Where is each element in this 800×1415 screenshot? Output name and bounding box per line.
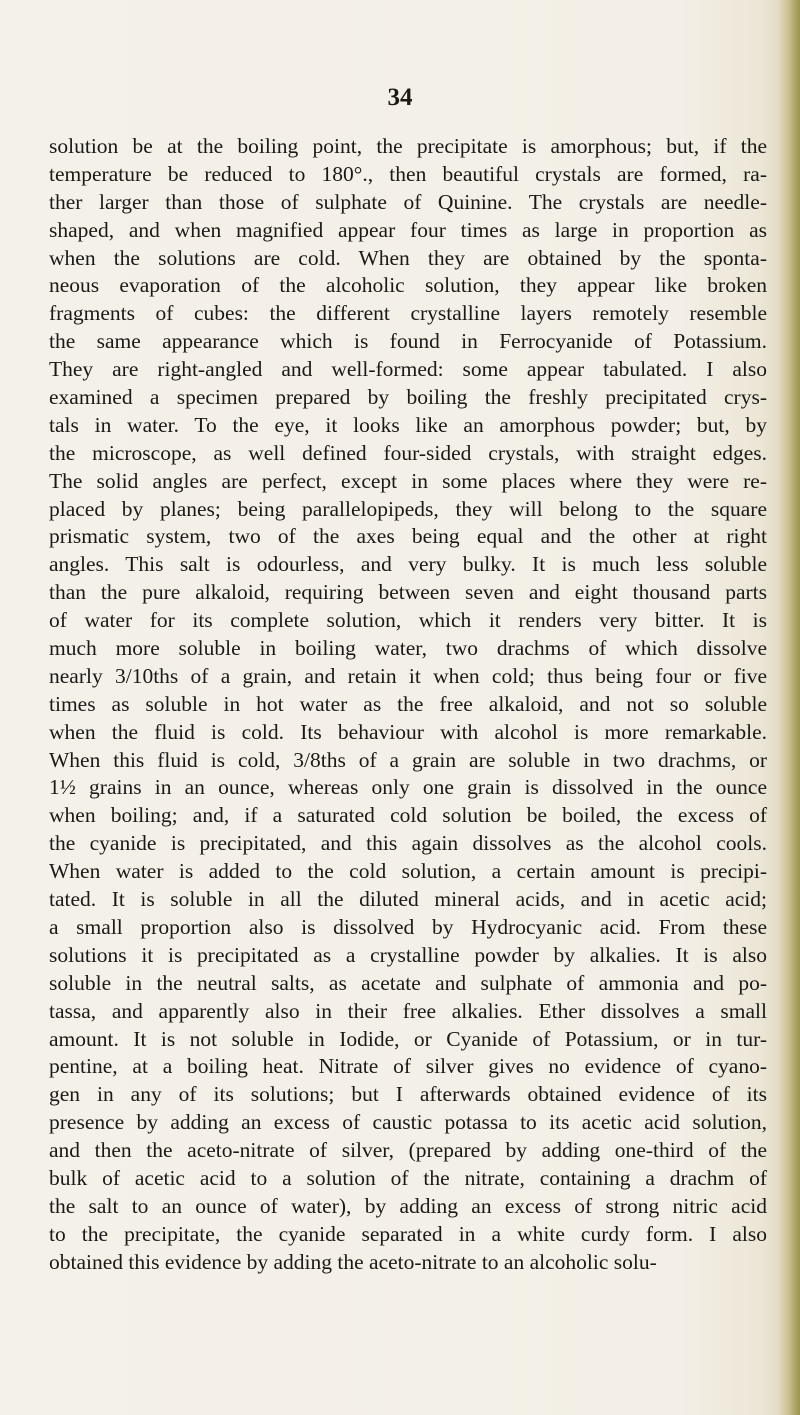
text-line: fragments of cubes: the different crystalline layers remotely resemble [49,301,767,326]
text-line: nearly 3/10ths of a grain, and retain it when cold; thus being four or five [49,663,767,688]
text-line: When this fluid is cold, 3/8ths of a grain are soluble in two drachms, or [49,747,767,772]
text-line: the same appearance which is found in Ferrocyanide of Potassium. [49,329,767,354]
page-edge [778,0,800,1415]
text-line: The solid angles are perfect, except in some places where they were re- [49,468,767,493]
text-line: They are right-angled and well-formed: some appear tabulated. I also [49,357,767,382]
text-line: tated. It is soluble in all the diluted mineral acids, and in acetic acid; [49,887,767,912]
text-line: to the precipitate, the cyanide separated in a white curdy form. I also [49,1221,767,1246]
text-line: tassa, and apparently also in their free alkalies. Ether dissolves a small [49,998,767,1023]
text-line: when the fluid is cold. Its behaviour with alcohol is more remarkable. [49,719,767,744]
text-line: the microscope, as well defined four-sided crystals, with straight edges. [49,440,767,465]
text-line: soluble in the neutral salts, as acetate and sulphate of ammonia and po- [49,970,767,995]
text-line: the cyanide is precipitated, and this again dissolves as the alcohol cools. [49,831,767,856]
text-line: prismatic system, two of the axes being equal and the other at right [49,524,767,549]
text-line: the salt to an ounce of water), by adding an excess of strong nitric acid [49,1193,767,1218]
text-line: presence by adding an excess of caustic potassa to its acetic acid solution, [49,1110,767,1135]
page-number: 34 [387,84,413,111]
text-line: and then the aceto-nitrate of silver, (prepared by adding one-third of the [49,1138,767,1163]
text-line: obtained this evidence by adding the aceto-nitrate to an alcoholic solu- [49,1249,657,1274]
text-line: ther larger than those of sulphate of Quinine. The crystals are needle- [49,189,767,214]
text-line: 1½ grains in an ounce, whereas only one grain is dissolved in the ounce [49,775,767,800]
text-line: of water for its complete solution, which it renders very bitter. It is [49,608,767,633]
text-line: a small proportion also is dissolved by Hydrocyanic acid. From these [49,914,767,939]
text-line: when boiling; and, if a saturated cold solution be boiled, the excess of [49,803,767,828]
text-line: placed by planes; being parallelopipeds, they will belong to the square [49,496,767,521]
text-line: angles. This salt is odourless, and very bulky. It is much less soluble [49,552,767,577]
text-line: when the solutions are cold. When they are obtained by the sponta- [49,245,767,270]
text-line: solution be at the boiling point, the precipitate is amorphous; but, if the [49,134,767,158]
text-line: much more soluble in boiling water, two drachms of which dissolve [49,636,767,661]
text-line: times as soluble in hot water as the free alkaloid, and not so soluble [49,691,767,716]
text-line: When water is added to the cold solution, a certain amount is precipi- [49,859,767,884]
body-text [49,133,767,1277]
text-line: neous evaporation of the alcoholic solution, they appear like broken [49,273,767,298]
text-line: examined a specimen prepared by boiling the freshly precipitated crys- [49,385,767,410]
text-line: bulk of acetic acid to a solution of the nitrate, containing a drachm of [49,1165,767,1190]
text-line: shaped, and when magnified appear four times as large in proportion as [49,217,767,242]
text-line: than the pure alkaloid, requiring between seven and eight thousand parts [49,580,767,605]
text-line: pentine, at a boiling heat. Nitrate of silver gives no evidence of cyano- [49,1054,767,1079]
text-line: tals in water. To the eye, it looks like an amorphous powder; but, by [49,412,767,437]
text-line: temperature be reduced to 180°., then beautiful crystals are formed, ra- [49,161,767,186]
text-line: gen in any of its solutions; but I afterwards obtained evidence of its [49,1082,767,1107]
text-line: amount. It is not soluble in Iodide, or Cyanide of Potassium, or in tur- [49,1026,767,1051]
text-line: solutions it is precipitated as a crystalline powder by alkalies. It is also [49,942,767,967]
